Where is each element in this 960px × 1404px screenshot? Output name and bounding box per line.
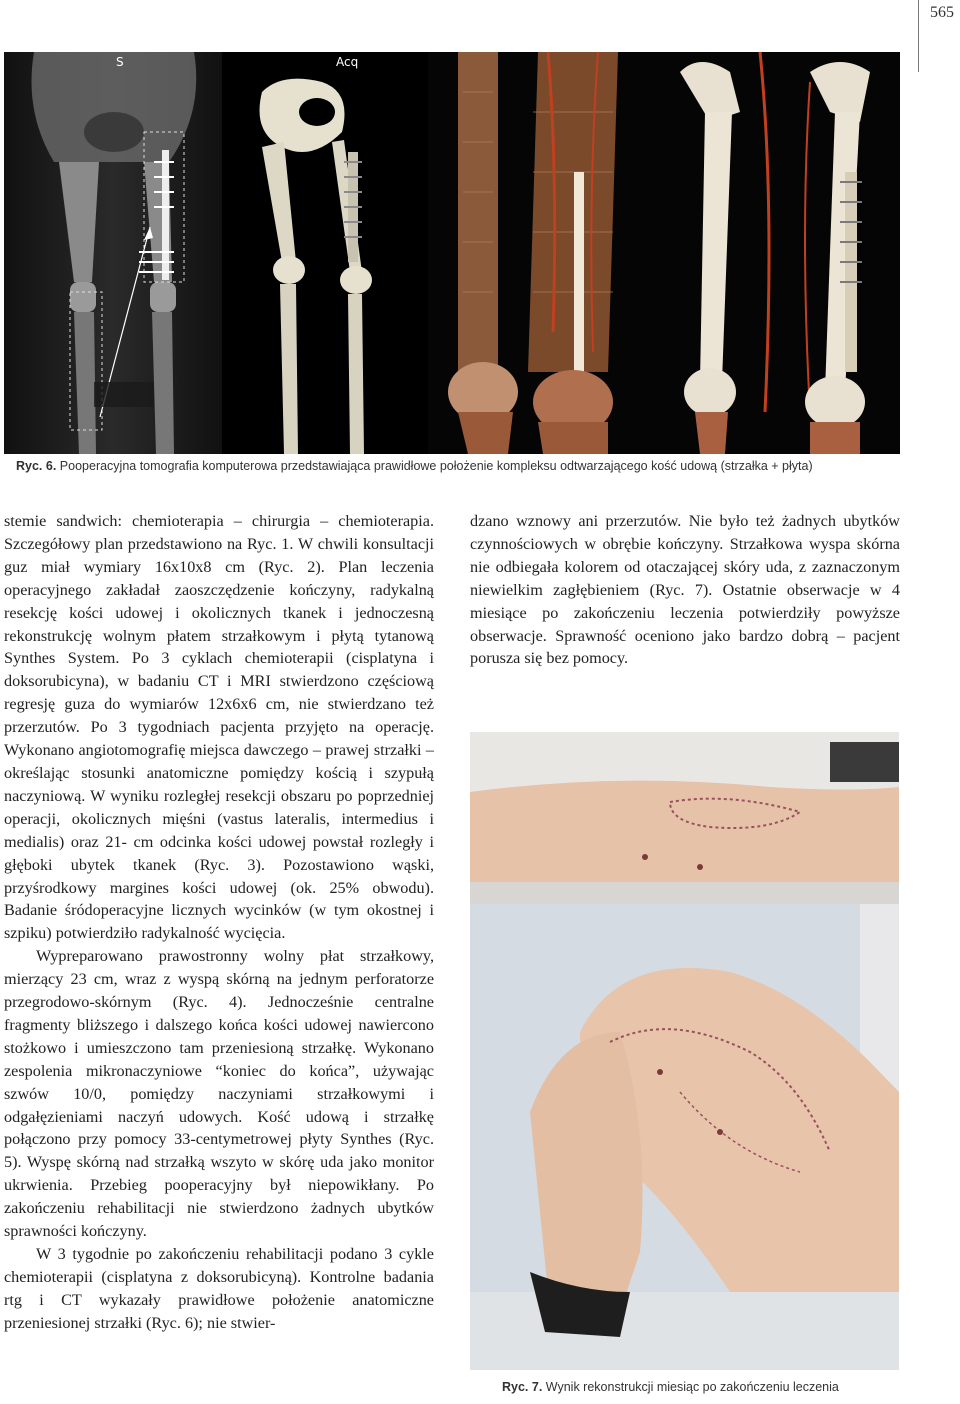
figure-6-caption-text: Pooperacyjna tomografia komputerowa przedstawiająca prawidłowe położenie kompleksu odtwarzającego kość udową (strzałka + płyta) (59, 459, 813, 473)
figure-6-label: Ryc. 6. (16, 459, 57, 473)
ct-scout-panel (4, 52, 222, 454)
figure-7-caption-text: Wynik rekonstrukcji miesiąc po zakończeniu leczenia (545, 1380, 839, 1394)
scan-marker-acq: Acq (336, 55, 359, 69)
left-paragraph-1: stemie sandwich: chemioterapia – chirurgia – chemioterapia. Szczegółowy plan przedstawiono na Ryc. 1. W chwili konsultacji guz miał wymiary 16x10x8 cm (Ryc. 2). Plan leczenia operacyjnego zakładał zaoszczędzenie kończyny, radykalną resekcję kości udowej i okolicznych tkanek i jednoczesną rekonstrukcję wolnym płatem strzałkowym i płytą tytanową Synthes System. Po 3 cyklach chemioterapii (cisplatyna i doksorubicyna), w badaniu CT i MRI stwierdzono częściową regresję guza do wymiarów 12x6x6 cm, nie stwierdzano też przerzutów. Po 3 tygodniach pacjenta przyjęto na operację. Wykonano angiotomografię miejsca dawczego – prawej strzałki – określając stosunki anatomiczne pomiędzy kością i szypułą naczyniową. W wyniku rozległej resekcji obszaru po poprzedniej operacji, okolicznych mięśni (vastus lateralis, intermedius i medialis) oraz 21- cm odcinka kości udowej powstał rozległy i głęboki ubytek tkanek (Ryc. 3). Pozostawiono wąski, przyśrodkowy margines kości udowej (ok. 25% obwodu). Badanie śródoperacyjne licznych wycinków (w tym okostnej i szpiku) potwierdziło radykalność wycięcia. (4, 512, 434, 943)
figure-6-image (4, 52, 900, 454)
right-column (470, 510, 900, 670)
right-paragraph-1: dzano wznowy ani przerzutów. Nie było też żadnych ubytków czynnościowych w obrębie kończyny. Strzałkowa wyspa skórna nie odbiegała kolorem od otaczającej skóry uda, z zaznaczonym niewielkim zagłębieniem (Ryc. 7). Ostatnie obserwacje w 4 miesiące po zakończeniu leczenia potwierdziły powyższe obserwacje. Sprawność oceniono jako bardzo dobrą – pacjent porusza się bez pomocy. (470, 512, 900, 668)
figure-7-caption (502, 1380, 902, 1394)
ct-angio-panel (428, 52, 660, 454)
left-paragraph-3: W 3 tygodnie po zakończeniu rehabilitacji podano 3 cykle chemioterapii (cisplatyna z doksorubicyną). Kontrolne badania rtg i CT wykazały prawidłowe położenie anatomiczne przeniesionej strzałki (Ryc. 6); nie stwier- (4, 1245, 434, 1332)
figure-7-label: Ryc. 7. (502, 1380, 543, 1394)
figure-7-image (470, 732, 899, 1370)
figure-6-caption (16, 459, 916, 473)
margin-rule (918, 0, 919, 72)
ct-3d-bone-panel (222, 52, 428, 454)
left-paragraph-2: Wypreparowano prawostronny wolny płat strzałkowy, mierzący 23 cm, wraz z wyspą skórną na jednym perforatorze przegrodowo-skórnym (Ryc. 4). Jednocześnie centralne fragmenty bliższego i dalszego końca kości udowej nawiercono stożkowo i umieszczono tam przeniesioną strzałkę. Wykonano zespolenia mikronaczyniowe “koniec do końca”, używając szwów 10/0, pomiędzy naczyniami strzałkowymi i odgałęzieniami naczyń udowych. Kość udową i strzałkę połączono przy pomocy 33-centymetrowej płyty Synthes (Ryc. 5). Wyspę skórną nad strzałką wszyto w skórę uda jako monitor ukrwienia. Przebieg pooperacyjny był niepowikłany. Po zakończeniu rehabilitacji nie stwierdzono żadnych ubytków sprawności kończyny. (4, 947, 434, 1241)
left-column (4, 510, 434, 1335)
ct-3d-vessels-panel (660, 52, 900, 454)
scan-marker-s: S (116, 55, 124, 69)
page-number: 565 (930, 4, 954, 21)
